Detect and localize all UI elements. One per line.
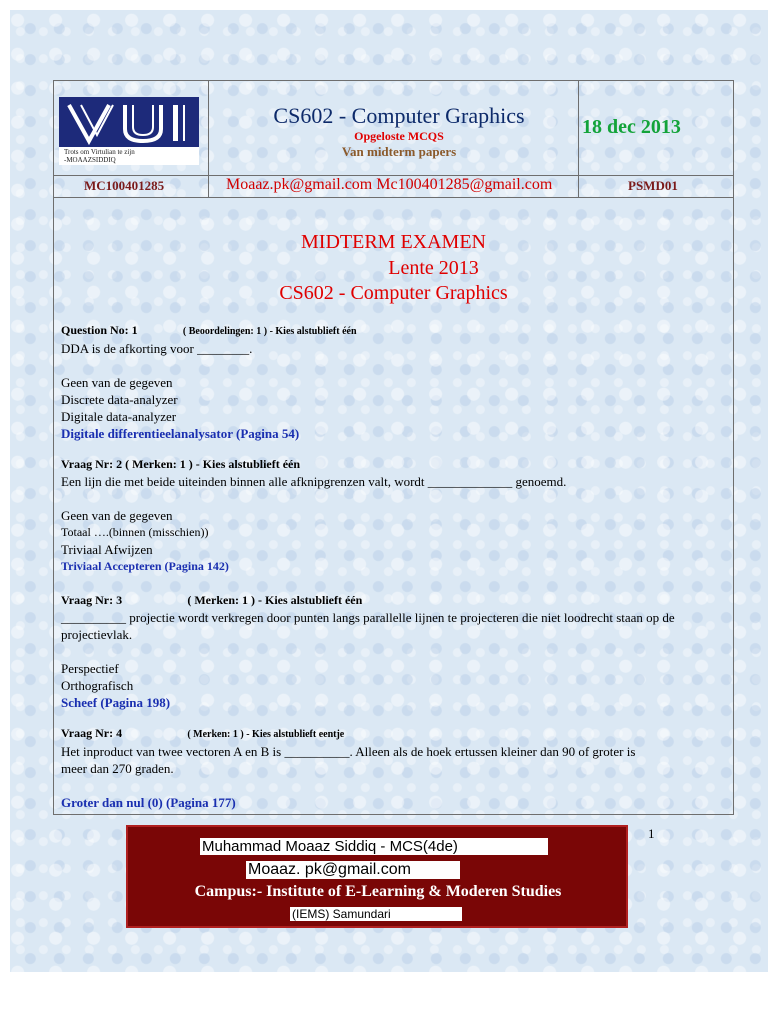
question-2-label: Vraag Nr: 2 ( Merken: 1 ) - Kies alstublieft één: [61, 457, 301, 471]
subtitle-solved-mcqs: Opgeloste MCQS: [354, 129, 444, 143]
question-2: [61, 456, 566, 575]
exam-course: CS602 - Computer Graphics: [279, 282, 508, 304]
paper-code: PSMD01: [628, 178, 678, 193]
question-2-answer: Triviaal Accepteren (Pagina 142): [61, 559, 229, 573]
question-3-option-2: Orthografisch: [61, 678, 134, 693]
banner-campus: Campus:- Institute of E-Learning & Moderen Studies: [194, 883, 562, 900]
vu-logo-mark: [59, 97, 199, 147]
header-date: 18 dec 2013: [582, 116, 681, 138]
question-4-answer: Groter dan nul (0) (Pagina 177): [61, 795, 236, 810]
question-4-marks: ( Merken: 1 ) - Kies alstublieft eentje: [187, 729, 345, 740]
logo-tagline-1: Trots om Virtulian te zijn: [64, 148, 135, 156]
question-1: [61, 321, 357, 442]
question-1-text: DDA is de afkorting voor ________.: [61, 341, 253, 356]
question-2-option-1: Geen van de gegeven: [61, 508, 173, 523]
question-3-label: Vraag Nr: 3: [61, 593, 123, 607]
banner-email: Moaaz. pk@gmail.com: [246, 861, 460, 879]
page-number: 1: [648, 826, 655, 841]
contact-banner: [126, 825, 628, 928]
question-4-text-cont: meer dan 270 graden.: [61, 761, 174, 776]
logo-tagline: [64, 148, 135, 164]
question-3-option-1: Perspectief: [61, 661, 119, 676]
info-row: [54, 175, 733, 198]
question-4-text: Het inproduct van twee vectoren A en B is __________. Alleen als de hoek ertussen kleiner dan 90 of groter is: [61, 744, 636, 759]
question-1-marks: ( Beoordelingen: 1 ) - Kies alstublieft één: [182, 326, 357, 337]
question-1-answer: Digitale differentieelanalysator (Pagina 54): [61, 426, 300, 441]
question-1-option-3: Digitale data-analyzer: [61, 409, 177, 424]
question-3-marks: ( Merken: 1 ) - Kies alstublieft één: [187, 593, 363, 607]
exam-term: Lente 2013: [388, 257, 479, 279]
vu-logo: [59, 97, 199, 165]
question-4-label: Vraag Nr: 4: [61, 726, 123, 740]
question-2-text: Een lijn die met beide uiteinden binnen alle afknipgrenzen valt, wordt _____________ genoemd.: [61, 474, 567, 489]
question-1-option-1: Geen van de gegeven: [61, 375, 173, 390]
banner-location: (IEMS) Samundari: [290, 907, 462, 921]
contact-emails: Moaaz.pk@gmail.com Mc100401285@gmail.com: [226, 176, 553, 193]
question-2-option-2: Totaal ….(binnen (misschien)): [61, 525, 209, 539]
document-frame: [53, 80, 734, 815]
banner-name: Muhammad Moaaz Siddiq - MCS(4de): [200, 838, 548, 855]
question-1-label: Question No: 1: [61, 323, 138, 337]
subtitle-midterm-papers: Van midterm papers: [341, 144, 457, 159]
exam-title: MIDTERM EXAMEN: [301, 231, 486, 253]
question-3-text: __________ projectie wordt verkregen door punten langs parallelle lijnen te projecteren die niet loodrecht staan op de: [61, 610, 675, 625]
question-2-option-3: Triviaal Afwijzen: [61, 542, 153, 557]
question-3-answer: Scheef (Pagina 198): [61, 695, 171, 710]
student-id: MC100401285: [84, 178, 165, 193]
header-row: [54, 81, 733, 176]
logo-tagline-2: -MOAAZSIDDIQ: [64, 156, 116, 164]
question-3: [61, 591, 675, 711]
course-title: CS602 - Computer Graphics: [273, 103, 525, 128]
question-4: [61, 724, 635, 811]
question-3-text-cont: projectievlak.: [61, 627, 133, 642]
question-1-option-2: Discrete data-analyzer: [61, 392, 178, 407]
